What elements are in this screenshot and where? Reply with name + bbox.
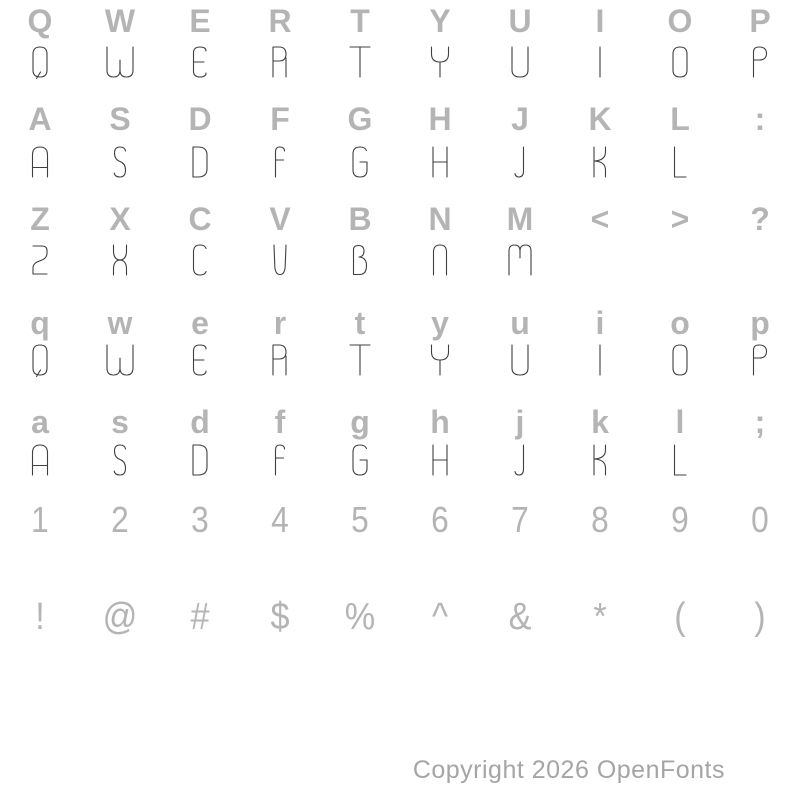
- char-label: j: [515, 404, 525, 440]
- char-label: u: [510, 305, 530, 341]
- font-glyph-N: [400, 243, 480, 279]
- font-glyph-P: [720, 45, 800, 81]
- char-label: V: [269, 201, 291, 237]
- char-label: P: [749, 3, 771, 39]
- font-glyph-R: [240, 45, 320, 81]
- font-glyph-E: [160, 45, 240, 81]
- label-row-7: [0, 596, 800, 638]
- glyph-row-5: [0, 443, 800, 479]
- char-label: t: [354, 305, 366, 341]
- char-label: @: [102, 596, 138, 638]
- char-label: q: [30, 305, 50, 341]
- label-row-5: [0, 404, 800, 440]
- font-glyph-K: [560, 443, 640, 479]
- empty-glyph-slot: [720, 145, 800, 181]
- empty-glyph-slot: [720, 443, 800, 479]
- font-glyph-F: [240, 145, 320, 181]
- char-label: k: [591, 404, 609, 440]
- font-glyph-E: [160, 343, 240, 379]
- char-label: f: [274, 404, 286, 440]
- font-glyph-H: [400, 443, 480, 479]
- font-glyph-K: [560, 145, 640, 181]
- char-label: 4: [271, 499, 289, 540]
- font-glyph-Y: [400, 343, 480, 379]
- font-glyph-R: [240, 343, 320, 379]
- label-row-4: [0, 305, 800, 341]
- char-label: K: [588, 101, 612, 137]
- char-label: $: [270, 596, 290, 638]
- glyph-row-2: [0, 145, 800, 181]
- font-glyph-J: [480, 443, 560, 479]
- glyph-row-4: [0, 343, 800, 379]
- char-label: i: [595, 305, 605, 341]
- char-label: L: [670, 101, 690, 137]
- char-label: J: [511, 101, 529, 137]
- font-glyph-W: [80, 45, 160, 81]
- font-glyph-X: [80, 243, 160, 279]
- char-label: W: [104, 3, 136, 39]
- font-glyph-A: [0, 443, 80, 479]
- char-label: H: [428, 101, 452, 137]
- char-label: e: [191, 305, 209, 341]
- char-label: 0: [751, 499, 769, 540]
- char-label: &: [508, 596, 532, 638]
- font-glyph-G: [320, 443, 400, 479]
- char-label: *: [593, 596, 607, 638]
- font-glyph-T: [320, 343, 400, 379]
- label-row-1: [0, 3, 800, 39]
- char-label: A: [28, 101, 52, 137]
- char-label: #: [190, 596, 210, 638]
- font-glyph-Z: [0, 243, 80, 279]
- font-glyph-P: [720, 343, 800, 379]
- char-label: l: [675, 404, 685, 440]
- char-label: 5: [351, 499, 369, 540]
- font-glyph-J: [480, 145, 560, 181]
- char-label: 3: [191, 499, 209, 540]
- font-glyph-F: [240, 443, 320, 479]
- char-label: y: [431, 305, 449, 341]
- font-glyph-H: [400, 145, 480, 181]
- font-glyph-G: [320, 145, 400, 181]
- font-glyph-T: [320, 45, 400, 81]
- char-label: F: [270, 101, 290, 137]
- font-glyph-S: [80, 443, 160, 479]
- char-label: :: [754, 101, 766, 137]
- char-label: ;: [754, 404, 766, 440]
- font-glyph-B: [320, 243, 400, 279]
- char-label: s: [111, 404, 129, 440]
- glyph-row-1: [0, 45, 800, 81]
- char-label: U: [508, 3, 532, 39]
- char-label: O: [667, 3, 693, 39]
- char-label: h: [430, 404, 450, 440]
- char-label: 1: [31, 499, 49, 540]
- char-label: M: [506, 201, 534, 237]
- char-label: 7: [511, 499, 529, 540]
- char-label: ): [754, 596, 766, 638]
- font-glyph-O: [640, 45, 720, 81]
- char-label: G: [347, 101, 373, 137]
- char-label: I: [595, 3, 605, 39]
- char-label: <: [590, 201, 610, 237]
- font-glyph-U: [480, 343, 560, 379]
- font-glyph-V: [240, 243, 320, 279]
- char-label: >: [670, 201, 690, 237]
- char-label: !: [35, 596, 45, 638]
- char-label: ?: [750, 201, 770, 237]
- char-label: 6: [431, 499, 449, 540]
- font-glyph-U: [480, 45, 560, 81]
- font-glyph-L: [640, 443, 720, 479]
- char-label: a: [31, 404, 49, 440]
- char-label: S: [109, 101, 131, 137]
- char-label: d: [190, 404, 210, 440]
- char-label: 2: [111, 499, 129, 540]
- font-glyph-Q: [0, 343, 80, 379]
- font-glyph-D: [160, 443, 240, 479]
- label-row-6: [0, 500, 800, 540]
- copyright-text: Copyright 2026 OpenFonts: [412, 756, 725, 784]
- char-label: (: [674, 596, 686, 638]
- font-glyph-L: [640, 145, 720, 181]
- font-glyph-C: [160, 243, 240, 279]
- char-label: p: [750, 305, 770, 341]
- font-glyph-S: [80, 145, 160, 181]
- font-glyph-A: [0, 145, 80, 181]
- label-row-3: [0, 201, 800, 237]
- char-label: N: [428, 201, 452, 237]
- font-glyph-Y: [400, 45, 480, 81]
- char-label: r: [273, 305, 287, 341]
- label-row-2: [0, 101, 800, 137]
- empty-glyph-slot: [640, 243, 720, 279]
- char-label: T: [350, 3, 370, 39]
- char-label: X: [109, 201, 131, 237]
- empty-glyph-slot: [560, 243, 640, 279]
- char-label: w: [107, 305, 133, 341]
- font-glyph-O: [640, 343, 720, 379]
- char-label: Q: [27, 3, 53, 39]
- empty-glyph-slot: [720, 243, 800, 279]
- char-label: g: [350, 404, 370, 440]
- char-label: E: [189, 3, 211, 39]
- char-label: D: [188, 101, 212, 137]
- char-label: B: [348, 201, 372, 237]
- font-glyph-Q: [0, 45, 80, 81]
- font-glyph-M: [480, 243, 560, 279]
- font-glyph-W: [80, 343, 160, 379]
- font-glyph-D: [160, 145, 240, 181]
- char-label: Y: [429, 3, 451, 39]
- char-label: ^: [431, 596, 449, 638]
- font-glyph-I: [560, 45, 640, 81]
- font-glyph-I: [560, 343, 640, 379]
- char-label: 9: [671, 499, 689, 540]
- char-label: R: [268, 3, 292, 39]
- char-label: o: [670, 305, 690, 341]
- char-label: C: [188, 201, 212, 237]
- char-label: 8: [591, 499, 609, 540]
- char-label: Z: [30, 201, 50, 237]
- glyph-row-3: [0, 243, 800, 279]
- char-label: %: [344, 596, 376, 638]
